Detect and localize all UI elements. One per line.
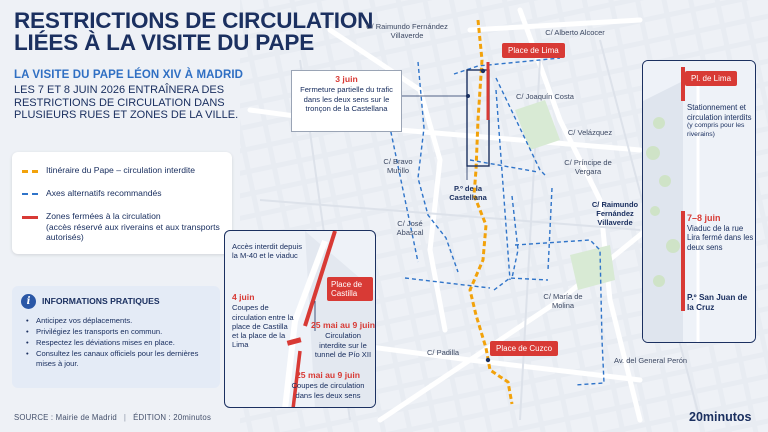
route-swatch-icon xyxy=(22,170,38,173)
inset-lima xyxy=(642,60,756,343)
info-icon: i xyxy=(21,294,36,309)
inset-may-tunnel: 25 mai au 9 juin Circulation interdite sur le tunnel de Pío XII xyxy=(311,320,375,359)
title-line-2: LIÉES À LA VISITE DU PAPE xyxy=(14,30,315,55)
street-jose: C/ José Abascal xyxy=(396,219,424,237)
street-velazquez: C/ Velázquez xyxy=(567,128,613,137)
list-item: • Privilégiez les transports en commun. xyxy=(26,327,216,337)
street-joaquin: C/ Joaquín Costa xyxy=(516,92,574,101)
map-legend xyxy=(12,152,232,254)
street-principe: C/ Príncipe de Vergara xyxy=(564,158,612,176)
legend-label: Axes alternatifs recommandés xyxy=(46,188,162,198)
street-maria: C/ María de Molina xyxy=(543,292,583,310)
tag-place-cuzco: Place de Cuzco xyxy=(490,341,558,356)
lima-dot xyxy=(481,69,485,73)
info-list xyxy=(26,316,216,370)
page-title xyxy=(14,10,373,54)
street-raimundo-top: C/ Raimundo Fernández Villaverde xyxy=(366,22,448,40)
street-general: Av. del General Perón xyxy=(614,356,688,365)
street-bravo: C/ Bravo Murillo xyxy=(383,157,413,175)
callout-date: 3 juin xyxy=(335,74,358,84)
footer-source: SOURCE : Mairie de Madrid | ÉDITION : 20minutos xyxy=(14,413,212,422)
street-castellana: P.º de la Castellana xyxy=(449,184,487,202)
legend-note: (accès réservé aux riverains et aux transports autorisés) xyxy=(46,221,220,242)
tag-place-lima: Place de Lima xyxy=(502,43,565,58)
brand-logo: 20minutos xyxy=(689,410,752,424)
info-box xyxy=(12,286,220,388)
street-padilla: C/ Padilla xyxy=(427,348,460,357)
list-item: • Anticipez vos déplacements. xyxy=(26,316,216,326)
tag-place-castilla: Place de Castilla xyxy=(327,277,373,301)
inset-san-juan: P.º San Juan de la Cruz xyxy=(687,293,748,312)
legend-label: Zones fermées à la circulation xyxy=(46,211,161,221)
inset-castilla xyxy=(224,230,376,408)
inset-lira-text: 7–8 juin Viaduc de la rue Lira fermé dans les deux sens xyxy=(687,213,754,252)
intro-text: LES 7 ET 8 JUIN 2026 ENTRAÎNERA DES RESTRICTIONS DE CIRCULATION DANS PLUSIEURS RUES ET ZONES DE LA VILLE. xyxy=(14,84,239,122)
cuzco-dot xyxy=(486,358,490,362)
inset-access-text: Accès interdit depuis la M-40 et le viaduc xyxy=(232,242,303,261)
alternative-swatch-icon xyxy=(22,193,38,195)
title-line-1: RESTRICTIONS DE CIRCULATION xyxy=(14,8,374,33)
subtitle: LA VISITE DU PAPE LÉON XIV À MADRID xyxy=(14,69,244,81)
callout-text: Fermeture partielle du trafic dans les deux sens sur le tronçon de la Castellana xyxy=(300,85,393,113)
inset-june4: 4 juin Coupes de circulation entre la place de Castilla et la place de la Lima xyxy=(232,292,294,350)
inset-may-cuts: 25 mai au 9 juin Coupes de circulation dans les deux sens xyxy=(291,370,365,400)
street-alberto: C/ Alberto Alcocer xyxy=(545,28,605,37)
closed-swatch-icon xyxy=(22,216,38,219)
list-item: • Respectez les déviations mises en place. xyxy=(26,338,216,348)
callout-june3 xyxy=(291,70,402,132)
street-raimundo-mid: C/ Raimundo Fernández Villaverde xyxy=(591,200,639,227)
legend-label: Itinéraire du Pape – circulation interdite xyxy=(46,165,196,175)
tag-pl-lima: Pl. de Lima xyxy=(685,71,737,86)
list-item: • Consultez les canaux officiels pour les dernières mises à jour. xyxy=(26,349,216,369)
inset-parking-text: Stationnement et circulation interdits (y compris pour les riverains) xyxy=(687,103,752,138)
info-title: INFORMATIONS PRATIQUES xyxy=(42,296,160,306)
